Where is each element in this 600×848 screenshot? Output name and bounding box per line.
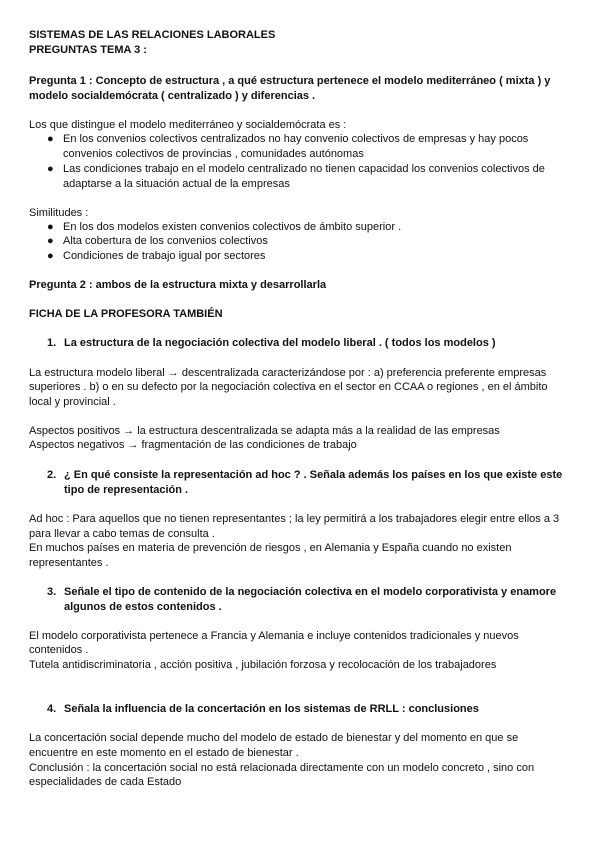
question-1-title-line-1: Pregunta 1 : Concepto de estructura , a qué estructura pertenece el modelo mediterráneo ( mixta ) y — [29, 75, 551, 87]
section-1-body-line: Aspectos positivos → la estructura descentralizada se adapta más a la realidad de las empresas — [29, 425, 500, 437]
section-1-body-line: Aspectos negativos → fragmentación de las condiciones de trabajo — [29, 439, 357, 451]
bullet-icon: ● — [47, 221, 54, 233]
section-3-body-line: El modelo corporativista pertenece a Francia y Alemania e incluye contenidos tradicionales y nuevos — [29, 630, 519, 642]
section-4-body-line: Conclusión : la concertación social no está relacionada directamente con un modelo concreto , sino con — [29, 762, 535, 774]
section-2-body-line: En muchos países en materia de prevención de riesgos , en Alemania y España cuando no existen — [29, 542, 512, 554]
section-3-body-line: Tutela antidiscriminatoria , acción positiva , jubilación forzosa y recolocación de los trabajadores — [29, 659, 497, 671]
document-subtitle: PREGUNTAS TEMA 3 : — [29, 44, 147, 56]
section-3-heading: 3. Señale el tipo de contenido de la negociación colectiva en el modelo corporativista y enamore algunos de estos contenidos . — [47, 586, 557, 613]
similarity-item: ● Alta cobertura de los convenios colectivos — [47, 235, 268, 247]
section-4-body-line: especialidades de cada Estado — [29, 776, 182, 788]
bullet-icon: ● — [47, 133, 54, 145]
section-1-body-line: superiores . b) o en su defecto por la negociación colectiva en el sector en CCAA o regiones , en el ámbito — [29, 381, 548, 393]
similarity-item: ● Condiciones de trabajo igual por sectores — [47, 250, 266, 262]
question-1-title-line-2: modelo socialdemócrata ( centralizado ) y diferencias . — [29, 90, 316, 102]
section-3-body-line: contenidos . — [29, 644, 89, 656]
section-4-body-line: encuentre en este momento en el estado de bienestar . — [29, 747, 299, 759]
ficha-heading: FICHA DE LA PROFESORA TAMBIÉN — [29, 308, 223, 320]
section-1-body-line: local y provincial . — [29, 396, 116, 408]
similarities-intro: Similitudes : — [29, 207, 89, 219]
section-1-heading: 1. La estructura de la negociación colectiva del modelo liberal . ( todos los modelos ) — [47, 337, 496, 349]
bullet-icon: ● — [47, 163, 54, 175]
differences-intro: Los que distingue el modelo mediterráneo y socialdemócrata es : — [29, 119, 347, 131]
section-4-body-line: La concertación social depende mucho del modelo de estado de bienestar y del momento en que se — [29, 732, 519, 744]
bullet-icon: ● — [47, 250, 54, 262]
section-1-body-line: La estructura modelo liberal → descentralizada caracterizándose por : a) preferencia preferente empresas — [29, 367, 547, 379]
difference-item: ● En los convenios colectivos centralizados no hay convenio colectivos de empresas y hay pocos convenios colectivos de provincias , comunidades autónomas — [47, 133, 529, 160]
section-2-body-line: para llevar a cabo temas de consulta . — [29, 528, 215, 540]
difference-item: ● Las condiciones trabajo en el modelo centralizado no tienen capacidad los convenios colectivos de adaptarse a la situación actual de la empresas — [47, 163, 545, 190]
bullet-icon: ● — [47, 235, 54, 247]
similarity-item: ● En los dos modelos existen convenios colectivos de ámbito superior . — [47, 221, 402, 233]
section-4-heading: 4. Señala la influencia de la concertación en los sistemas de RRLL : conclusiones — [47, 703, 479, 715]
section-2-body-line: representantes . — [29, 557, 109, 569]
section-2-body-line: Ad hoc : Para aquellos que no tienen representantes ; la ley permitirá a los trabajadores elegir entre ellos a 3 — [29, 513, 560, 525]
document-title: SISTEMAS DE LAS RELACIONES LABORALES — [29, 29, 276, 41]
section-2-heading: 2. ¿ En qué consiste la representación ad hoc ? . Señala además los países en los que existe este tipo de representación . — [47, 469, 563, 496]
question-2-title: Pregunta 2 : ambos de la estructura mixta y desarrollarla — [29, 279, 327, 291]
